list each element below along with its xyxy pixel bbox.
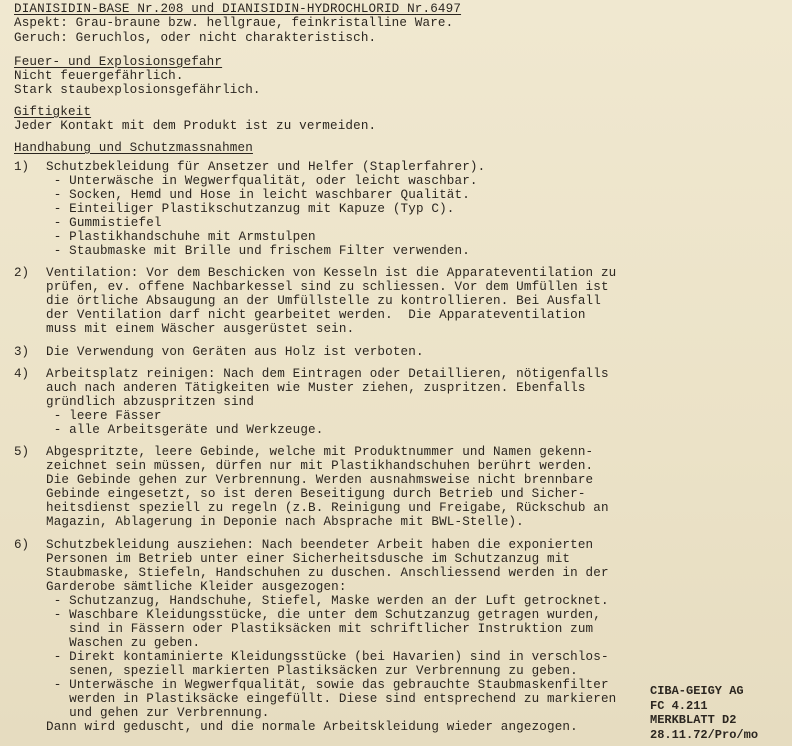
item-number: 2)	[14, 266, 30, 280]
item-line: werden in Plastiksäcke eingefüllt. Diese sind entsprechend zu markieren	[46, 692, 617, 706]
fire-heading: Feuer- und Explosionsgefahr	[14, 55, 223, 69]
item-line: - alle Arbeitsgeräte und Werkzeuge.	[46, 423, 324, 437]
item-line: Arbeitsplatz reinigen: Nach dem Eintragen oder Detaillieren, nötigenfalls	[46, 367, 609, 381]
item-line: - Staubmaske mit Brille und frischem Filter verwenden.	[46, 244, 470, 258]
footer-code: FC 4.211	[650, 698, 708, 713]
item-line: sind in Fässern oder Plastiksäcken mit schriftlicher Instruktion zum	[46, 622, 594, 636]
item-line: Die Gebinde gehen zur Verbrennung. Werden ausnahmsweise nicht brennbare	[46, 473, 594, 487]
footer-company: CIBA-GEIGY AG	[650, 684, 744, 698]
item-line: - Direkt kontaminierte Kleidungsstücke (bei Havarien) sind in verschlos-	[46, 650, 609, 664]
item-line: - Waschbare Kleidungsstücke, die unter dem Schutzanzug getragen wurden,	[46, 608, 601, 622]
footer-sheet: MERKBLATT D2	[650, 713, 737, 727]
item-line: - Unterwäsche in Wegwerfqualität, sowie das gebrauchte Staubmaskenfilter	[46, 678, 609, 692]
item-line: senen, speziell markierten Plastiksäcken zur Verbrennung zu geben.	[46, 664, 578, 678]
aspect-line: Aspekt: Grau-braune bzw. hellgraue, feinkristalline Ware.	[14, 16, 454, 30]
document-title: DIANISIDIN-BASE Nr.208 und DIANISIDIN-HYDROCHLORID Nr.6497	[14, 2, 462, 16]
item-line: gründlich abzuspritzen sind	[46, 395, 255, 409]
item-line: Schutzbekleidung für Ansetzer und Helfer (Staplerfahrer).	[46, 160, 486, 174]
fire-line: Nicht feuergefährlich.	[14, 69, 184, 83]
footer-block	[650, 684, 758, 742]
item-line: prüfen, ev. offene Nachbarkessel sind zu schliessen. Vor dem Umfüllen ist	[46, 280, 609, 294]
item-line: Dann wird geduscht, und die normale Arbeitskleidung wieder angezogen.	[46, 720, 578, 734]
item-line: - leere Fässer	[46, 409, 162, 423]
item-line: - Socken, Hemd und Hose in leicht waschbarer Qualität.	[46, 188, 470, 202]
item-number: 3)	[14, 345, 30, 359]
fire-line: Stark staubexplosionsgefährlich.	[14, 83, 261, 97]
item-number: 6)	[14, 538, 30, 552]
item-line: Personen im Betrieb unter einer Sicherheitsdusche im Schutzanzug mit	[46, 552, 571, 566]
odor-line: Geruch: Geruchlos, oder nicht charakteristisch.	[14, 31, 377, 45]
item-line: Ventilation: Vor dem Beschicken von Kesseln ist die Apparateventilation zu	[46, 266, 617, 280]
item-line: - Schutzanzug, Handschuhe, Stiefel, Maske werden an der Luft getrocknet.	[46, 594, 609, 608]
footer-date: 28.11.72/Pro/mo	[650, 727, 759, 742]
toxicity-heading: Giftigkeit	[14, 105, 92, 119]
item-line: - Plastikhandschuhe mit Armstulpen	[46, 230, 316, 244]
item-number: 1)	[14, 160, 30, 174]
handling-heading: Handhabung und Schutzmassnahmen	[14, 141, 253, 155]
item-line: Die Verwendung von Geräten aus Holz ist verboten.	[46, 345, 424, 359]
item-line: Garderobe sämtliche Kleider ausgezogen:	[46, 580, 347, 594]
item-line: und gehen zur Verbrennung.	[46, 706, 270, 720]
toxicity-line: Jeder Kontakt mit dem Produkt ist zu vermeiden.	[14, 119, 377, 133]
item-line: muss mit einem Wäscher ausgerüstet sein.	[46, 322, 355, 336]
item-line: Abgespritzte, leere Gebinde, welche mit Produktnummer und Namen gekenn-	[46, 445, 594, 459]
item-line: Waschen zu geben.	[46, 636, 201, 650]
item-line: - Einteiliger Plastikschutzanzug mit Kapuze (Typ C).	[46, 202, 455, 216]
item-line: Magazin, Ablagerung in Deponie nach Absprache mit BWL-Stelle).	[46, 515, 524, 529]
item-number: 4)	[14, 367, 30, 381]
item-number: 5)	[14, 445, 30, 459]
item-line: der Ventilation darf nicht gearbeitet werden. Die Apparateventilation	[46, 308, 586, 322]
item-line: zeichnet sein müssen, dürfen nur mit Plastikhandschuhen berührt werden.	[46, 459, 594, 473]
item-line: auch nach anderen Tätigkeiten wie Muster ziehen, zuspritzen. Ebenfalls	[46, 381, 586, 395]
item-line: Schutzbekleidung ausziehen: Nach beendeter Arbeit haben die exponierten	[46, 538, 594, 552]
item-line: - Gummistiefel	[46, 216, 162, 230]
item-line: die örtliche Absaugung an der Umfüllstelle zu kontrollieren. Bei Ausfall	[46, 294, 601, 308]
item-line: heitsdienst speziell zu regeln (z.B. Reinigung und Freigabe, Rückschub an	[46, 501, 609, 515]
item-line: Gebinde eingesetzt, so ist deren Beseitigung durch Betrieb und Sicher-	[46, 487, 586, 501]
item-line: Staubmaske, Stiefeln, Handschuhen zu duschen. Anschliessend werden in der	[46, 566, 609, 580]
item-line: - Unterwäsche in Wegwerfqualität, oder leicht waschbar.	[46, 174, 478, 188]
